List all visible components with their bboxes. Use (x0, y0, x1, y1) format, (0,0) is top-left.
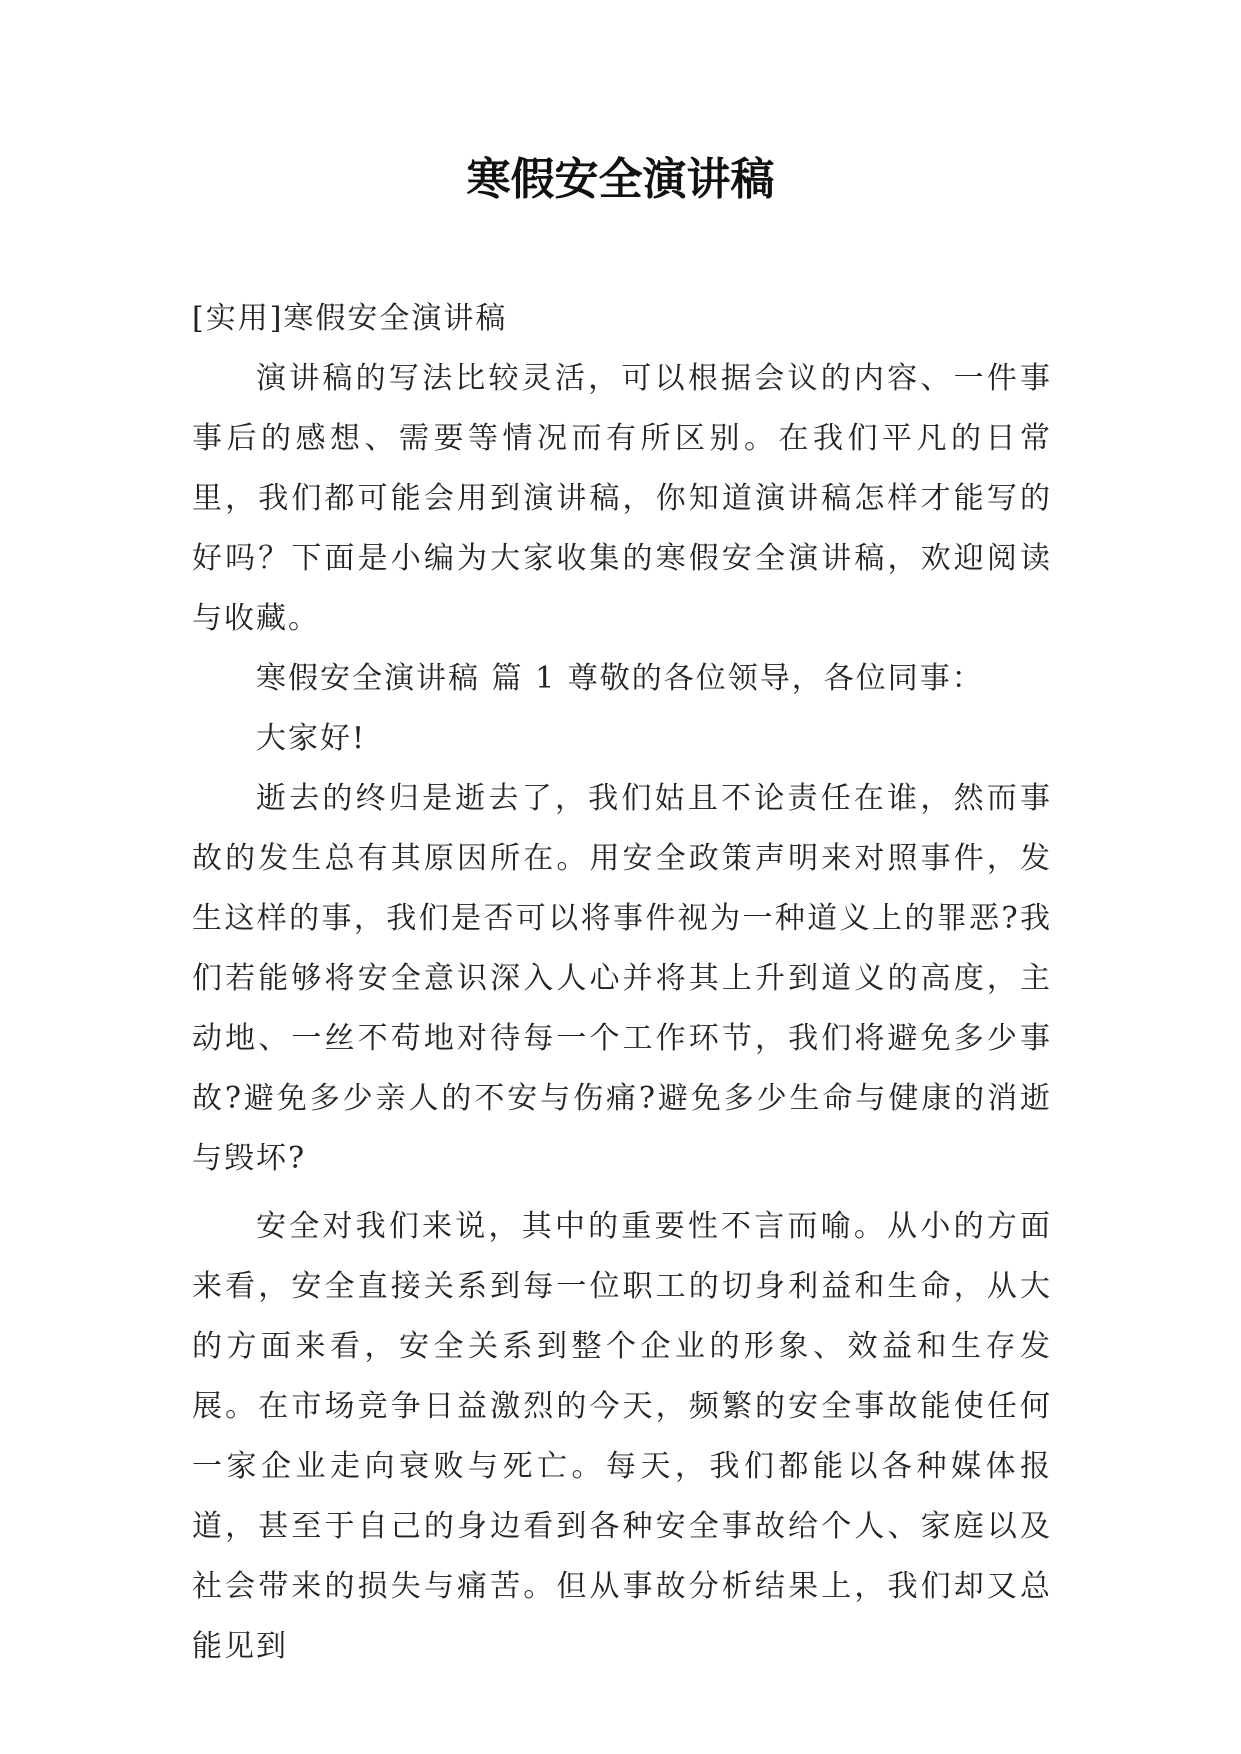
document-subtitle: [实用]寒假安全演讲稿 (192, 301, 508, 336)
paragraph-safety-importance: 安全对我们来说，其中的重要性不言而喻。从小的方面来看，安全直接关系到每一位职工的切身利益和生命，从大的方面来看，安全关系到整个企业的形象、效益和生存发展。在市场竞争日益激烈的今天，频繁的安全事故能使任何一家企业走向衰败与死亡。每天，我们都能以各种媒体报道，甚至于自己的身边看到各种安全事故给个人、家庭以及社会带来的损失与痛苦。但从事故分析结果上，我们却又总能见到 (192, 1209, 1052, 1664)
paragraph-intro: 演讲稿的写法比较灵活，可以根据会议的内容、一件事事后的感想、需要等情况而有所区别。在我们平凡的日常里，我们都可能会用到演讲稿，你知道演讲稿怎样才能写的好吗？下面是小编为大家收集的寒假安全演讲稿，欢迎阅读与收藏。 (192, 361, 1052, 636)
paragraph-accident-reflection: 逝去的终归是逝去了，我们姑且不论责任在谁，然而事故的发生总有其原因所在。用安全政策声明来对照事件，发生这样的事，我们是否可以将事件视为一种道义上的罪恶?我们若能够将安全意识深入人心并将其上升到道义的高度，主动地、一丝不苟地对待每一个工作环节，我们将避免多少事故?避免多少亲人的不安与伤痛?避免多少生命与健康的消逝与毁坏? (192, 781, 1052, 1176)
paragraph-salutation: 寒假安全演讲稿 篇 1 尊敬的各位领导，各位同事： (256, 661, 984, 696)
document-body (192, 289, 1052, 1677)
paragraph-greeting: 大家好! (256, 721, 367, 756)
document-title: 寒假安全演讲稿 (466, 154, 775, 205)
